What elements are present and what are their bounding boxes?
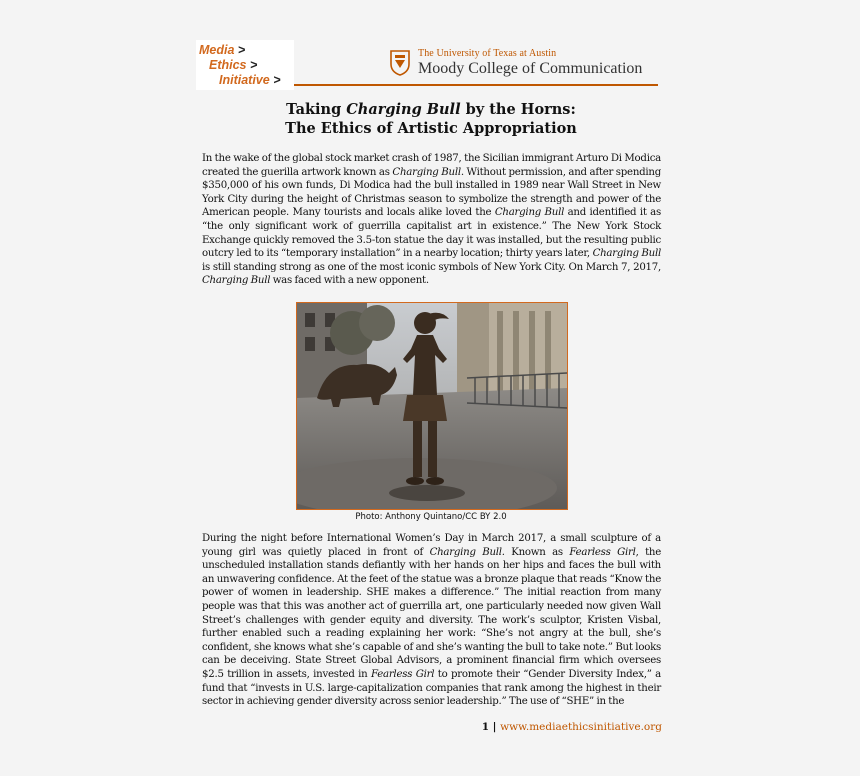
- college-name: Moody College of Communication: [418, 60, 643, 77]
- photo-illustration: [297, 303, 567, 509]
- photo-caption: Photo: Anthony Quintano/CC BY 2.0: [355, 512, 507, 522]
- document-title: Taking Charging Bull by the Horns: The Ethics of Artistic Appropriation: [285, 101, 577, 137]
- page-footer: 1 | www.mediaethicsinitiative.org: [481, 721, 662, 733]
- document-page: [196, 40, 666, 740]
- paragraph-fearless-girl: During the night before International Women’s Day in March 2017, a small sculpture of a young girl was quietly placed in front of Charging Bull. Known as Fearless Girl, the unscheduled installation stands defiantly with her hands on her hips and faces the bull with an unwavering confidence. At the feet of the statue was a bronze plaque that reads “Know the power of women in leadership. SHE makes a difference.” The initial reaction from many people was that this was another act of guerrilla art, one particularly needed now given Wall Street’s challenges with gender equity and diversity. The work’s sculptor, Kristen Visbal, further enabled such a reading explaining her work: “She’s not angry at the bull, she’s confident, she knows what she’s capable of and she’s wanting the bull to take note.” But looks can be deceiving. State Street Global Advisors, a prominent financial firm which oversees $2.5 trillion in assets, invested in Fearless Girl to promote their “Gender Diversity Index,” a fund that “invests in U.S. large-capitalization companies that rank among the highest in their sector in achieving gender diversity across senior leadership.” The use of “SHE” in the: [202, 533, 661, 708]
- header-divider: [294, 84, 658, 86]
- page-number: 1: [481, 721, 490, 733]
- website-link[interactable]: www.mediaethicsinitiative.org: [500, 721, 662, 733]
- ut-seal-icon: [389, 48, 411, 76]
- media-ethics-initiative-logo: Media > Ethics > Initiative >: [196, 40, 294, 90]
- university-name: The University of Texas at Austin: [418, 48, 557, 59]
- paragraph-intro: In the wake of the global stock market crash of 1987, the Sicilian immigrant Arturo Di Modica created the guerilla artwork known as Charging Bull. Without permission, and after spending $350,000 of his own funds, Di Modica had the bull installed in 1989 near Wall Street in New York City during the height of Christmas season to symbolize the strength and power of the American people. Many tourists and locals alike loved the Charging Bull and identified it as “the only significant work of guerrilla capitalist art in existence.” The New York Stock Exchange quickly removed the 3.5-ton statue the day it was installed, but the resulting public outcry led to its “temporary installation” in a nearby location; thirty years later, Charging Bull is still standing strong as one of the most iconic symbols of New York City. On March 7, 2017, Charging Bull was faced with a new opponent.: [202, 153, 662, 287]
- fearless-girl-photo: [296, 302, 568, 510]
